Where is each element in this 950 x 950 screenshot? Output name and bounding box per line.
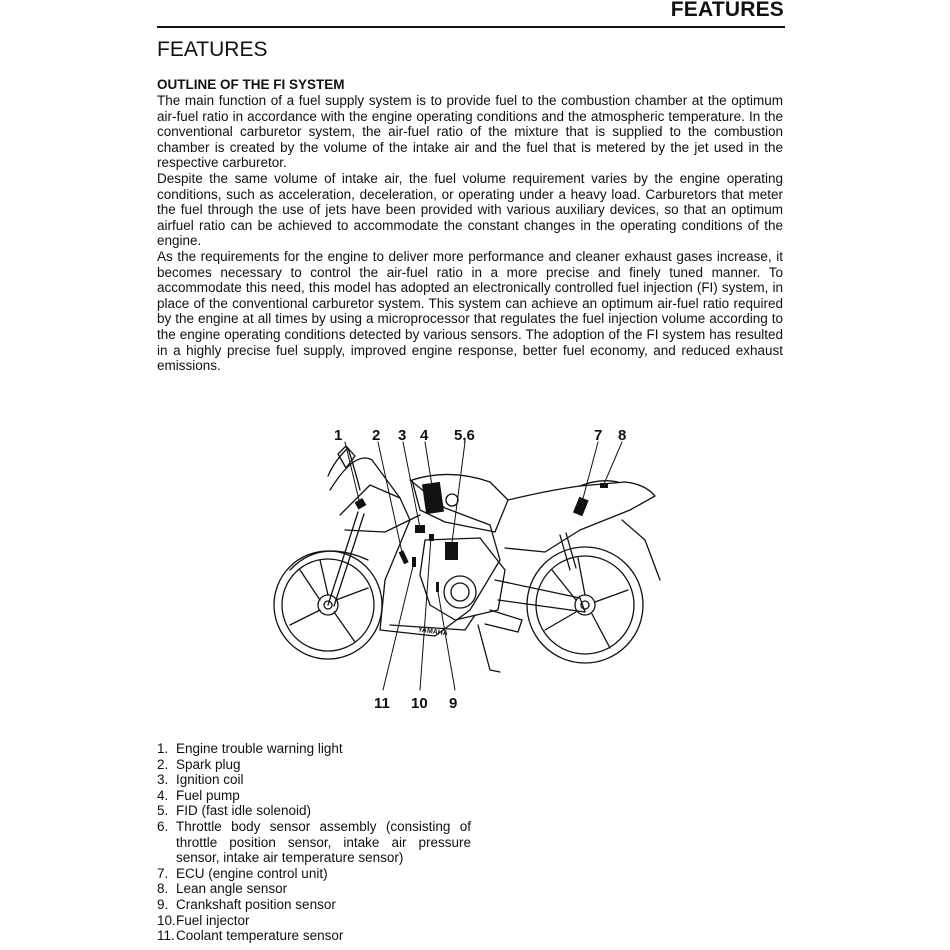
side-stand <box>478 625 500 672</box>
list-item: 5. FID (fast idle solenoid) <box>157 803 312 819</box>
callout-10: 10 <box>411 695 428 712</box>
list-item: 10. Fuel injector <box>157 912 250 928</box>
callout-1: 1 <box>334 427 343 444</box>
page-title: FEATURES <box>157 38 268 61</box>
callout-4: 4 <box>420 427 429 444</box>
list-item: 3. Ignition coil <box>157 772 244 788</box>
paragraph: The main function of a fuel supply system is to provide fuel to the combustion chamber at the optimum air-fuel ratio in accordance with the engine operating conditions and the atmospheric temperature. In the conventional carburetor system, the air-fuel ratio of the mixture that is supplied to the combustion chamber is created by the volume of the intake air and the fuel that is metered by the jet used in the respective carburetor. <box>157 93 783 171</box>
brand-text: YAMAHA <box>417 626 449 638</box>
list-item: 4. Fuel pump <box>157 787 240 803</box>
rear-wheel <box>527 547 643 663</box>
paragraph: Despite the same volume of intake air, the fuel volume requirement varies by the engine operating conditions, such as acceleration, deceleration, or operating under a heavy load. Carburetors that meter the fuel through the use of jets have been provided with various auxiliary devices, so that an optimum airfuel ratio can be achieved to accommodate the constant changes in the operating conditions of the engine. <box>157 170 783 249</box>
list-item: 1. Engine trouble warning light <box>157 741 343 756</box>
callout-3: 3 <box>398 427 407 444</box>
list-item: 11. Coolant temperature sensor <box>157 928 344 944</box>
callout-8: 8 <box>618 427 627 444</box>
list-item: 6. Throttle body sensor assembly (consisting of throttle position sensor, intake air pressure sensor, intake air temperature sensor) <box>157 818 471 866</box>
list-item: 7. ECU (engine control unit) <box>157 865 328 881</box>
list-item: 8. Lean angle sensor <box>157 881 288 897</box>
callout-5-6: 5,6 <box>454 427 475 444</box>
exhaust <box>485 610 522 632</box>
parts-list <box>157 741 471 944</box>
callout-7: 7 <box>594 427 603 444</box>
callout-11: 11 <box>374 695 390 712</box>
rear-hugger <box>622 520 660 580</box>
motorcycle-illustration <box>260 420 680 720</box>
paragraph: As the requirements for the engine to deliver more performance and cleaner exhaust gases increase, it becomes necessary to control the air-fuel ratio in a more precise and finely tuned manner. To accommodate this need, this model has adopted an electronically controlled fuel injection (FI) system, in place of the conventional carburetor system. This system can achieve an optimum air-fuel ratio required by the engine at all times by using a microprocessor that regulates the fuel injection volume according to the engine operating conditions detected by various sensors. The adoption of the FI system has resulted in a highly precise fuel supply, improved engine response, better fuel economy, and reduced exhaust emissions. <box>157 248 783 374</box>
leader-lines <box>345 442 622 690</box>
header-title: FEATURES <box>670 0 784 21</box>
callout-9: 9 <box>449 695 458 712</box>
body-text <box>157 93 783 374</box>
seat-tail <box>505 482 655 552</box>
list-item: 2. Spark plug <box>157 756 241 772</box>
section-heading: OUTLINE OF THE FI SYSTEM <box>157 77 345 92</box>
header-rule <box>157 26 785 28</box>
motorcycle-figure <box>260 420 680 720</box>
callout-2: 2 <box>372 427 381 444</box>
list-item: 9. Crankshaft position sensor <box>157 896 336 912</box>
